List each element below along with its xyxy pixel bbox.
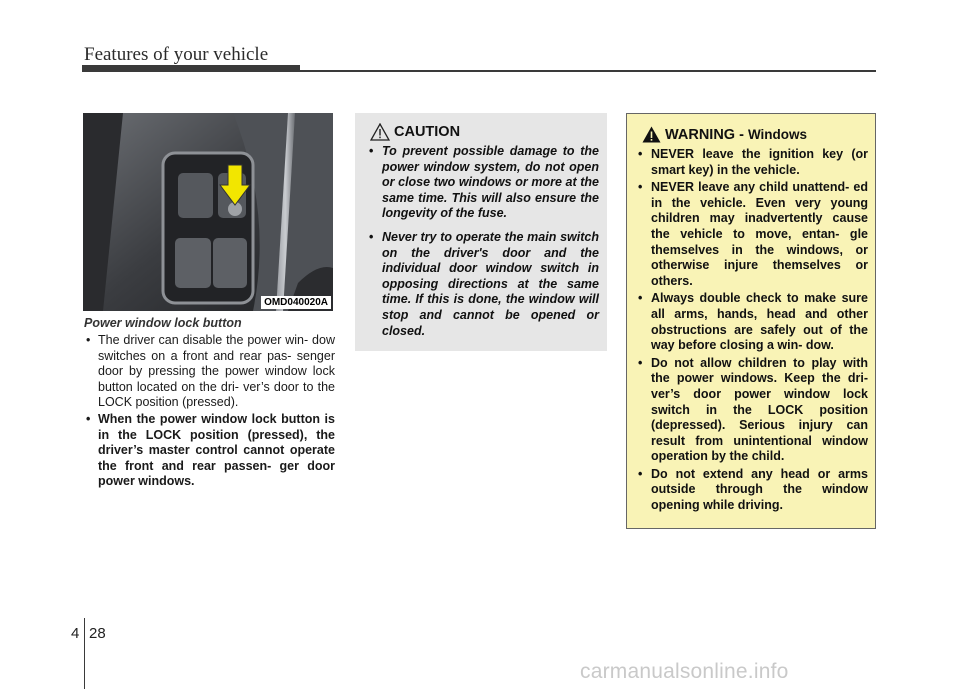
- caution-triangle-icon: [370, 123, 390, 141]
- caution-heading: [370, 123, 460, 141]
- caution-box: [355, 113, 607, 351]
- section-title: Power window lock button: [84, 316, 242, 330]
- list-item: • NEVER leave any child unattend- ed in the vehicle. Even very young children may inadvertently cause the vehicle to move, entan- gle themselves in the windows, or otherwise injure themselves or others.: [636, 180, 868, 289]
- warning-box: [626, 113, 876, 529]
- footer-rule: [84, 618, 85, 689]
- list-item: • NEVER leave the ignition key (or smart key) in the vehicle.: [636, 147, 868, 178]
- list-item: • The driver can disable the power win- dow switches on a front and rear pas- senger door by pressing the power window lock button located on the dri- ver’s door to the LOCK position (pressed).: [84, 333, 335, 411]
- warning-title: WARNING -: [665, 126, 744, 143]
- header-rule-thin: [300, 70, 876, 72]
- caution-list: [367, 144, 599, 347]
- door-panel-illustration: [83, 113, 333, 311]
- door-switch-photo: [83, 113, 333, 311]
- list-item: • Do not allow children to play with the power windows. Keep the dri- ver’s door power window lock switch in the LOCK position (depressed). Serious injury can result from unintentional window operation by the child.: [636, 356, 868, 465]
- watermark: carmanualsonline.info: [580, 660, 789, 683]
- page-number: 28: [89, 625, 106, 642]
- caution-title: CAUTION: [394, 124, 461, 140]
- page-header-title: Features of your vehicle: [84, 44, 269, 65]
- warning-list: [636, 147, 868, 516]
- list-item: • Never try to operate the main switch on the driver's door and the individual door window switch in opposing directions at the same time. If this is done, the window will stop and cannot be opened or closed.: [367, 230, 599, 339]
- list-item: • When the power window lock button is in the LOCK position (pressed), the driver’s master control cannot operate the front and rear passen- ger door power windows.: [84, 412, 335, 490]
- warning-heading: [642, 126, 807, 143]
- header-rule: [82, 65, 300, 72]
- figure-code: OMD040020A: [261, 296, 331, 309]
- list-item: • Always double check to make sure all arms, hands, head and other obstructions are safely out of the way before closing a win- dow.: [636, 291, 868, 353]
- list-item: • Do not extend any head or arms outside through the window opening while driving.: [636, 467, 868, 514]
- warning-triangle-icon: [642, 126, 661, 143]
- list-item: • To prevent possible damage to the power window system, do not open or close two windows or more at the same time. This will also ensure the longevity of the fuse.: [367, 144, 599, 222]
- chapter-number: 4: [71, 625, 80, 642]
- warning-subtitle: Windows: [747, 127, 808, 142]
- body-list: [84, 333, 335, 491]
